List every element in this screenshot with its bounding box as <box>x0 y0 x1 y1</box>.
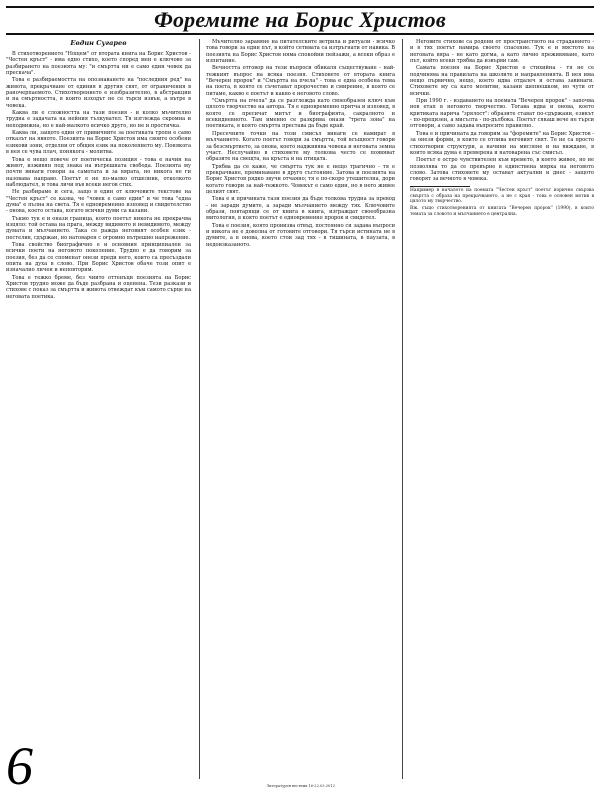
paragraph: Самата поезия на Борис Христов е стихийна - тя не се подчинява на правилата на школите и направленията. В нея има нещо първично, нещо, което идва отдалеч и остава завинаги. Стиховете му са като молитви, казани шепнешком, но чути от всички. <box>410 65 594 97</box>
column-divider-2 <box>402 39 403 779</box>
paragraph: Това е и причината тази поезия да бъде толкова трудна за превод - не заради думите, а заради мълчанието между тях. Ключовите образи, повтарящи се от книга в книга, изграждат своеобразна митология, в която поетът е едновременно пророк и свидетел. <box>206 196 395 222</box>
paragraph: Това е поезия, която пронизва отвъд, постоянно си задава въпроси и никога не е доволна от готовите отговори. Тя търси истината не в думите, а в онова, което стои зад тях - в тишината, в паузата, в недоизказаното. <box>206 222 395 248</box>
text-column-1 <box>6 39 191 777</box>
paragraph: Каква ли е сложността на тази поезия - и колко мъчително трудна е задачата на нейния тълкувател. Тя изглежда скромна и неподвижна, но е най-малкото всичко друго, но не и простичка. <box>6 110 191 129</box>
column-divider-1 <box>199 39 200 779</box>
paragraph: Това е и причината да говорим за "форемите" на Борис Христов - за онези форми, в които се отлива неговият свят. Те не са просто стихотворни структури, а начини на мислене и на виждане, в които всяка дума е премерена и натоварена със смисъл. <box>410 130 594 156</box>
article-headline: Форемите на Борис Христов <box>154 7 446 32</box>
paragraph: Това свойство биографично е и основния принципиален за всички поети на неговото поколение. Трудно е да говорим за поезия, без да се споменат онези преди него, които са пресъздали опита на духа в слово. При Борис Христов обаче този опит е изначално личен и неповторим. <box>6 241 191 274</box>
paragraph: Мъчително заравяне на питателските ветрила и ритуали - всичко това говори за един път, в който сетивата са изтръгнати от навика. В поезията на Борис Христов няма спокойни пейзажи, а всеки образ е изпитание. <box>206 39 395 65</box>
footnote: Например в началото на поемата "Честен кръст" поетът изрично свързва смъртта с образа на прекрачването, а не с края - това е основен мотив в цялото му творчество. <box>410 188 594 205</box>
paragraph: Това е разбираемостта на опознаването на "последния ред" на живота, прекрачване от единия в другия свят, от ограничения в раночерпаемото. Стихотворението е изобразително, в абстракции и на смъртността, в които изходът не се търси извън, а вътре в човека. <box>6 77 191 109</box>
page-footer: Литературен вестник 16-22.03.2012 <box>266 784 335 788</box>
headline-rule <box>6 33 594 35</box>
paragraph: Тъкмо тук е и онази граница, която поетът никога не прекрачва изцяло: той остава на прага, между видимото и невидимото, между думата и мълчанието. Така се ражда неговият особен език - пестелив, сдържан, но натоварен с огромно вътрешно напрежение. <box>6 215 191 241</box>
paragraph: Трябва да се каже, че смъртта тук не е нещо трагично - тя е прекрачване, преминаване в друго състояние. Затова и поезията на Борис Христов рядко звучи отчаяно; тя е по-скоро утешителна, дори когато говори за най-тежкото. Човекът е само един, но в него живее целият свят. <box>206 163 395 195</box>
page-number: 6 <box>6 736 33 796</box>
text-column-3 <box>410 39 594 777</box>
text-column-2 <box>206 39 395 777</box>
paragraph: Неговите стихове са родени от пространството на страданието - и в тях поетът намира своето спасение. Тук е и мястото на неговата вяра - не като догма, а като лично преживяване, като път, който всеки трябва да извърви сам. <box>410 39 594 65</box>
paragraph: При 1990 г. - издаването на поемата "Вечерен пророк" - започва нов етап в неговото творчество. Тогава идва и онова, което критиката нарича "зрялост": образите стават по-сдържани, езикът - по-прецизен, а мисълта - по-дълбока. Поетът сякаш вече не търси отговори, а само задава въпросите правилно. <box>410 98 594 130</box>
footnote-rule <box>410 186 470 187</box>
paragraph: "Смъртта на пчела" да се разглежда като своеобразен ключ към цялото творчество на автора. Тя е едновременно притча и изповед, в която се пресичат митът и биографията, сакралното и всекидневното. Там именно се разкрива онази "трета зона" на поетиката, в която смъртта престава да бъде край. <box>206 98 395 130</box>
paragraph: Това е нещо повече от поетическа позиция - това е начин на живот, изживян под знака на вътрешната свобода. Поезията му почти винаги говори за самотата и за вярата, но никога не ги назовава направо. Поетът е не по-малко отшелник, отколкото наблюдател, и това личи във всеки негов стих. <box>6 156 191 188</box>
paragraph: Каква ли, защото един от привичните за поетиката тропи е само отказът на явното. Поезията на Борис Христов има своите особени езикови зони, отделни от общия език на поколението му. Понякога в нея се чува плач, понякога - молитва. <box>6 130 191 156</box>
footnote: Вж. също стихотворенията от книгата "Вечерен пророк" (1990), в които темата за словото и мълчанието е централна. <box>410 206 594 217</box>
author-byline: Евдин Сугарев <box>70 39 127 47</box>
paragraph: В стихотворението "Нощем" от втората книга на Борис Христов - "Честен кръст" - има едно стихо, което според мен е ключово за разбирането на поезията му: "и смъртта ни е само един човек да прескача". <box>6 51 191 77</box>
paragraph: Вечността отговор на тези въпроси обикаля съществуване - най-тежкият въпрос на всяка поезия. Стиховете от втората книга "Вечерен пророк" и "Смъртта на пчела" - това е една особена тема на поета, в която се съчетават пророчество и смирение, в която се питаме, какво е поетът и какво е неговото слово. <box>206 65 395 97</box>
paragraph: Поетът е остро чувствителен към времето, в което живее, но не позволява то да се превърне в единствена мярка на неговото слово. Затова стиховете му остават актуални и днес - защото говорят за вечното в човека. <box>410 157 594 183</box>
paragraph: Пресечните точки на този смисъл винаги се намират в мълчанието. Когато поетът говори за смъртта, той всъщност говори за безсмъртието, за онова, което надживява човека и неговата земна участ. Неслучайно в стиховете му толкова често се появяват образите на свещта, на кръста и на птицата. <box>206 130 395 163</box>
paragraph: Не разбираме и сега, защо в един от ключовите текстове на "Честен кръст" се казва, че "човек е само един" и че това "една дума" е пълна на света. Тя е едновременно изповед и свидетелство - онова, което остава, когато всички думи са казани. <box>6 189 191 215</box>
paragraph: Това е тежко бреме, без чиито оттенъци поезията на Борис Христов трудно може да бъде разбрана и оценена. Тези разкази и стихове с показ за смъртта и живота отвеждат към самото сърце на неговата поетика. <box>6 274 191 300</box>
